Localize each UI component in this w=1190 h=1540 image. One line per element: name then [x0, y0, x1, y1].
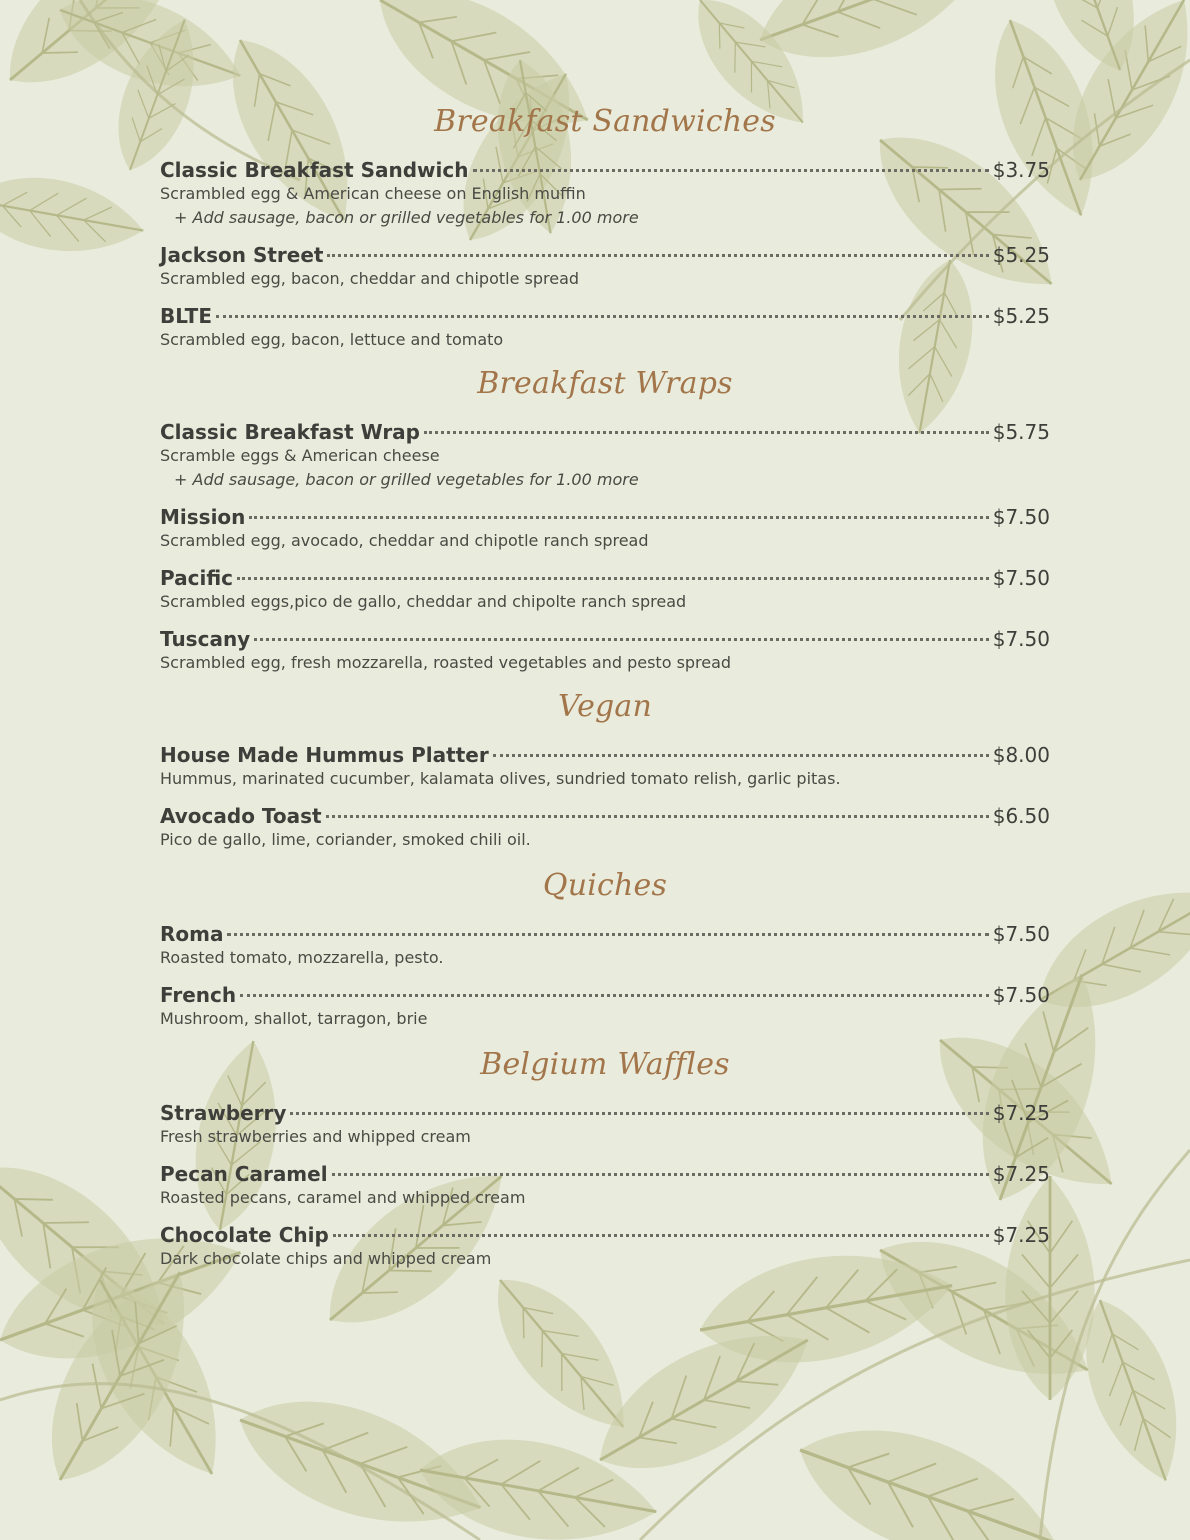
item-name: Avocado Toast: [160, 804, 322, 828]
item-description: Mushroom, shallot, tarragon, brie: [160, 1009, 428, 1028]
item-price: $7.50: [992, 983, 1050, 1007]
item-description: Pico de gallo, lime, coriander, smoked chili oil.: [160, 830, 531, 849]
item-name: Classic Breakfast Sandwich: [160, 158, 469, 182]
item-name: Strawberry: [160, 1101, 287, 1125]
item-name: Classic Breakfast Wrap: [160, 420, 420, 444]
item-price: $5.25: [992, 304, 1050, 328]
item-addon-note: + Add sausage, bacon or grilled vegetables for 1.00 more: [174, 208, 639, 227]
menu-item: [160, 739, 1050, 791]
menu-section-breakfast-sandwiches: [160, 100, 1050, 352]
item-name: Pacific: [160, 566, 234, 590]
item-name: House Made Hummus Platter: [160, 743, 489, 767]
item-name: Pecan Caramel: [160, 1162, 328, 1186]
item-price: $7.50: [992, 627, 1050, 651]
dot-leader: [249, 496, 988, 519]
menu-item: [160, 1219, 1050, 1271]
dot-leader: [333, 1214, 989, 1237]
dot-leader: [254, 618, 989, 641]
item-description: Scrambled egg, bacon, cheddar and chipotle spread: [160, 269, 580, 288]
item-price: $7.25: [992, 1101, 1050, 1125]
item-price: $7.50: [992, 922, 1050, 946]
dot-leader: [216, 295, 989, 318]
item-name: Mission: [160, 505, 246, 529]
item-description: Fresh strawberries and whipped cream: [160, 1127, 471, 1146]
item-price: $6.50: [992, 804, 1050, 828]
menu-item: [160, 1097, 1050, 1149]
dot-leader: [227, 913, 988, 936]
menu-item: [160, 979, 1050, 1031]
dot-leader: [237, 557, 989, 580]
menu-item: [160, 918, 1050, 970]
menu-item: [160, 154, 1050, 230]
menu-section-vegan: [160, 685, 1050, 852]
item-description: Scrambled egg, fresh mozzarella, roasted vegetables and pesto spread: [160, 653, 732, 672]
menu-item: [160, 623, 1050, 675]
item-name: BLTE: [160, 304, 212, 328]
menu-section-breakfast-wraps: [160, 362, 1050, 675]
item-price: $7.50: [992, 566, 1050, 590]
menu-content: [160, 100, 1050, 1280]
item-price: $3.75: [992, 158, 1050, 182]
menu-item: [160, 501, 1050, 553]
menu-section-quiches: [160, 864, 1050, 1031]
section-title: Quiches: [542, 868, 668, 903]
dot-leader: [240, 974, 989, 997]
item-description: Scrambled eggs,pico de gallo, cheddar and chipolte ranch spread: [160, 592, 687, 611]
menu-section-belgium-waffles: [160, 1043, 1050, 1271]
menu-item: [160, 300, 1050, 352]
item-name: Tuscany: [160, 627, 251, 651]
item-description: Roasted tomato, mozzarella, pesto.: [160, 948, 444, 967]
item-price: $5.25: [992, 243, 1050, 267]
menu-item: [160, 416, 1050, 492]
item-description: Dark chocolate chips and whipped cream: [160, 1249, 492, 1268]
item-addon-note: + Add sausage, bacon or grilled vegetables for 1.00 more: [174, 470, 639, 489]
dot-leader: [326, 795, 989, 818]
dot-leader: [473, 149, 989, 172]
item-name: Jackson Street: [160, 243, 324, 267]
section-title: Breakfast Sandwiches: [434, 104, 776, 139]
item-name: Roma: [160, 922, 224, 946]
dot-leader: [332, 1153, 989, 1176]
item-price: $5.75: [992, 420, 1050, 444]
item-description: Scramble eggs & American cheese: [160, 446, 440, 465]
item-description: Hummus, marinated cucumber, kalamata olives, sundried tomato relish, garlic pitas.: [160, 769, 841, 788]
dot-leader: [290, 1092, 988, 1115]
section-title: Vegan: [557, 689, 653, 724]
item-description: Scrambled egg, avocado, cheddar and chipotle ranch spread: [160, 531, 649, 550]
item-description: Scrambled egg, bacon, lettuce and tomato: [160, 330, 504, 349]
section-title: Belgium Waffles: [480, 1047, 730, 1082]
menu-item: [160, 800, 1050, 852]
menu-item: [160, 562, 1050, 614]
item-price: $7.25: [992, 1162, 1050, 1186]
dot-leader: [327, 234, 988, 257]
dot-leader: [424, 411, 989, 434]
item-price: $8.00: [992, 743, 1050, 767]
menu-item: [160, 1158, 1050, 1210]
item-description: Scrambled egg & American cheese on English muffin: [160, 184, 586, 203]
item-name: Chocolate Chip: [160, 1223, 329, 1247]
item-price: $7.50: [992, 505, 1050, 529]
item-price: $7.25: [992, 1223, 1050, 1247]
item-description: Roasted pecans, caramel and whipped cream: [160, 1188, 526, 1207]
dot-leader: [493, 734, 989, 757]
section-title: Breakfast Wraps: [477, 366, 733, 401]
item-name: French: [160, 983, 237, 1007]
menu-item: [160, 239, 1050, 291]
